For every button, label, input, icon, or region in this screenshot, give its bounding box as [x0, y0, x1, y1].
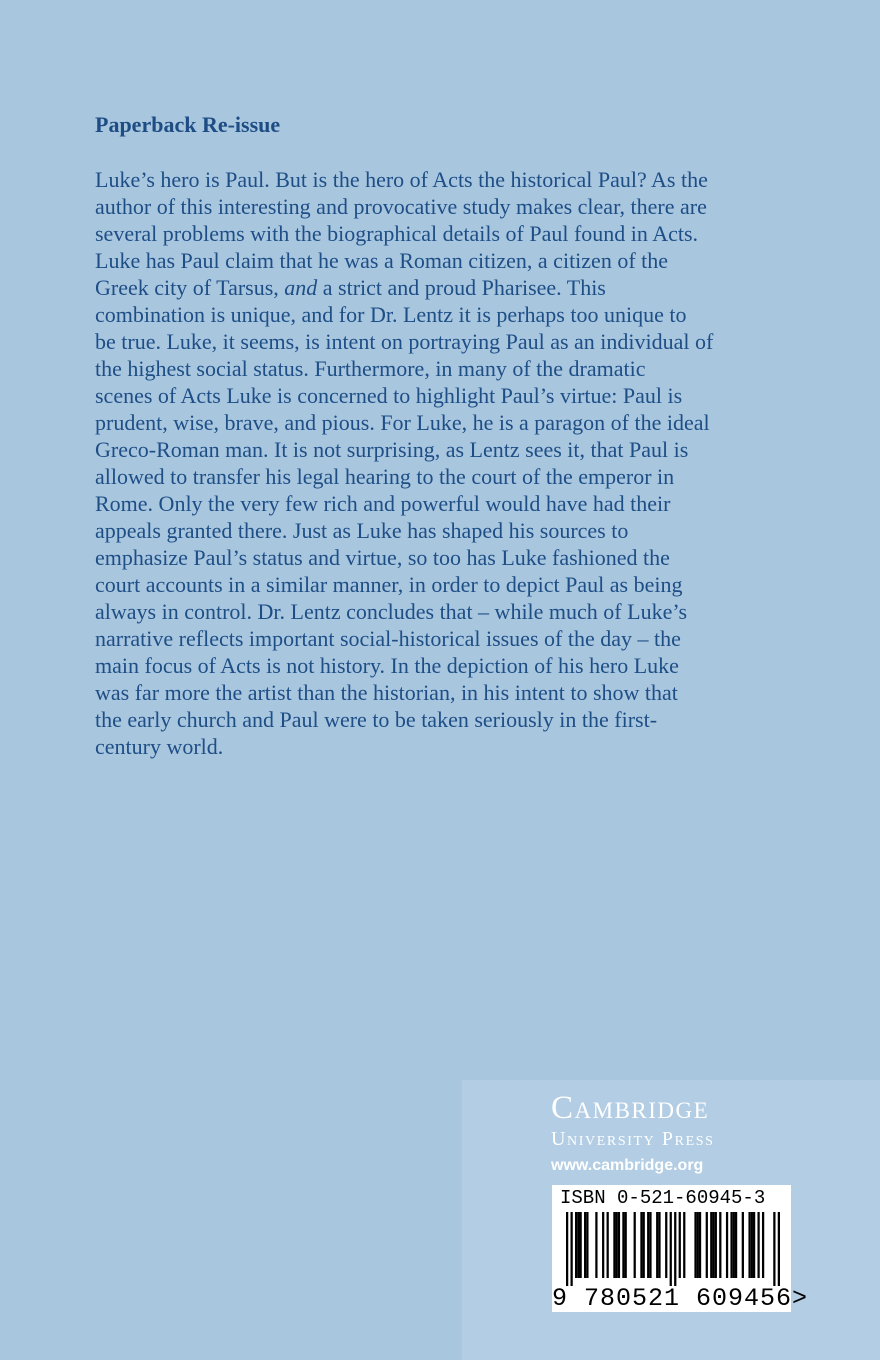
barcode-bar: [762, 1212, 764, 1278]
blurb-line: the early church and Paul were to be taken seriously in the first-: [95, 707, 658, 732]
blurb-line: court accounts in a similar manner, in order to depict Paul as being: [95, 572, 683, 597]
barcode-bar: [566, 1212, 568, 1286]
publisher-subtitle: University Press: [551, 1128, 715, 1150]
blurb-line: the highest social status. Furthermore, in many of the dramatic: [95, 356, 646, 381]
barcode-bar: [733, 1212, 735, 1278]
blurb-line: author of this interesting and provocative study makes clear, there are: [95, 194, 707, 219]
isbn-text: ISBN 0-521-60945-3: [560, 1187, 766, 1209]
blurb-line: Luke’s hero is Paul. But is the hero of Acts the historical Paul? As the: [95, 167, 708, 192]
barcode-bar: [706, 1212, 708, 1278]
quiet-zone-marker: >: [792, 1284, 809, 1313]
barcode-bar: [665, 1212, 667, 1278]
barcode-bars: [566, 1212, 780, 1286]
publisher-block: [551, 1090, 715, 1175]
barcode-bar: [613, 1212, 615, 1278]
blurb-line: Greco-Roman man. It is not surprising, as Lentz sees it, that Paul is: [95, 437, 689, 462]
blurb-line: Greek city of Tarsus, and a strict and proud Pharisee. This: [95, 275, 606, 300]
barcode-bar: [730, 1212, 732, 1278]
barcode-bar: [584, 1212, 586, 1278]
blurb-line: emphasize Paul’s status and virtue, so too has Luke fashioned the: [95, 545, 670, 570]
barcode-bar: [618, 1212, 620, 1278]
blurb-line: appeals granted there. Just as Luke has shaped his sources to: [95, 518, 629, 543]
blurb-line: scenes of Acts Luke is concerned to highlight Paul’s virtue: Paul is: [95, 383, 683, 408]
barcode-bar: [647, 1212, 649, 1278]
barcode-bar: [625, 1212, 627, 1278]
ean-number: 9 780521 609456: [552, 1284, 793, 1313]
barcode-bar: [670, 1212, 672, 1286]
blurb-text: [95, 166, 795, 760]
blurb-line: several problems with the biographical details of Paul found in Acts.: [95, 221, 699, 246]
blurb-line: be true. Luke, it seems, is intent on portraying Paul as an individual of: [95, 329, 714, 354]
blurb-line: century world.: [95, 734, 224, 759]
barcode-bar: [674, 1212, 676, 1286]
blurb-line: was far more the artist than the historian, in his intent to show that: [95, 680, 678, 705]
barcode-bar: [577, 1212, 579, 1278]
barcode-bar: [735, 1212, 737, 1278]
blurb-line: allowed to transfer his legal hearing to the court of the emperor in: [95, 464, 675, 489]
blurb-line: Luke has Paul claim that he was a Roman citizen, a citizen of the: [95, 248, 669, 273]
barcode-bar: [726, 1212, 728, 1278]
barcode-bar: [634, 1212, 636, 1278]
barcode-bar: [640, 1212, 642, 1278]
barcode-bar: [643, 1212, 645, 1278]
barcode-bar: [742, 1212, 744, 1278]
barcode-bar: [658, 1212, 660, 1278]
barcode-bar: [697, 1212, 699, 1278]
barcode-bar: [607, 1212, 609, 1278]
barcode-bar: [719, 1212, 721, 1278]
barcode-bar: [748, 1212, 750, 1278]
barcode-bar: [683, 1212, 685, 1278]
blurb-line: main focus of Acts is not history. In the depiction of his hero Luke: [95, 653, 679, 678]
barcode-bar: [694, 1212, 696, 1278]
barcode-bar: [753, 1212, 755, 1278]
barcode-bar: [649, 1212, 651, 1278]
barcode-bar: [715, 1212, 717, 1278]
blurb-line: narrative reflects important social-historical issues of the day – the: [95, 626, 681, 651]
barcode-bar: [757, 1212, 759, 1278]
blurb-line: combination is unique, and for Dr. Lentz it is perhaps too unique to: [95, 302, 687, 327]
barcode-bar: [622, 1212, 624, 1278]
barcode-bar: [710, 1212, 712, 1278]
barcode-bar: [571, 1212, 573, 1286]
publisher-name: Cambridge: [551, 1090, 710, 1126]
publisher-url: www.cambridge.org: [551, 1157, 704, 1174]
barcode-bar: [778, 1212, 780, 1286]
blurb-line: Rome. Only the very few rich and powerful would have had their: [95, 491, 671, 516]
blurb-line: prudent, wise, brave, and pious. For Luke, he is a paragon of the ideal: [95, 410, 710, 435]
barcode-bar: [699, 1212, 701, 1278]
barcode-bar: [751, 1212, 753, 1278]
barcode-bar: [679, 1212, 681, 1278]
blurb-line: always in control. Dr. Lentz concludes that – while much of Luke’s: [95, 599, 688, 624]
emphasis: and: [284, 275, 318, 300]
barcode-bar: [602, 1212, 604, 1278]
barcode-bar: [656, 1212, 658, 1278]
barcode-bar: [580, 1212, 582, 1278]
section-heading: Paperback Re-issue: [95, 112, 281, 137]
barcode-label: [552, 1185, 809, 1313]
barcode-bar: [575, 1212, 577, 1278]
ean-digits: [552, 1284, 808, 1313]
barcode-bar: [616, 1212, 618, 1278]
barcode-bar: [595, 1212, 597, 1278]
barcode-bar: [586, 1212, 588, 1278]
barcode-bar: [712, 1212, 714, 1278]
barcode-bar: [773, 1212, 775, 1286]
